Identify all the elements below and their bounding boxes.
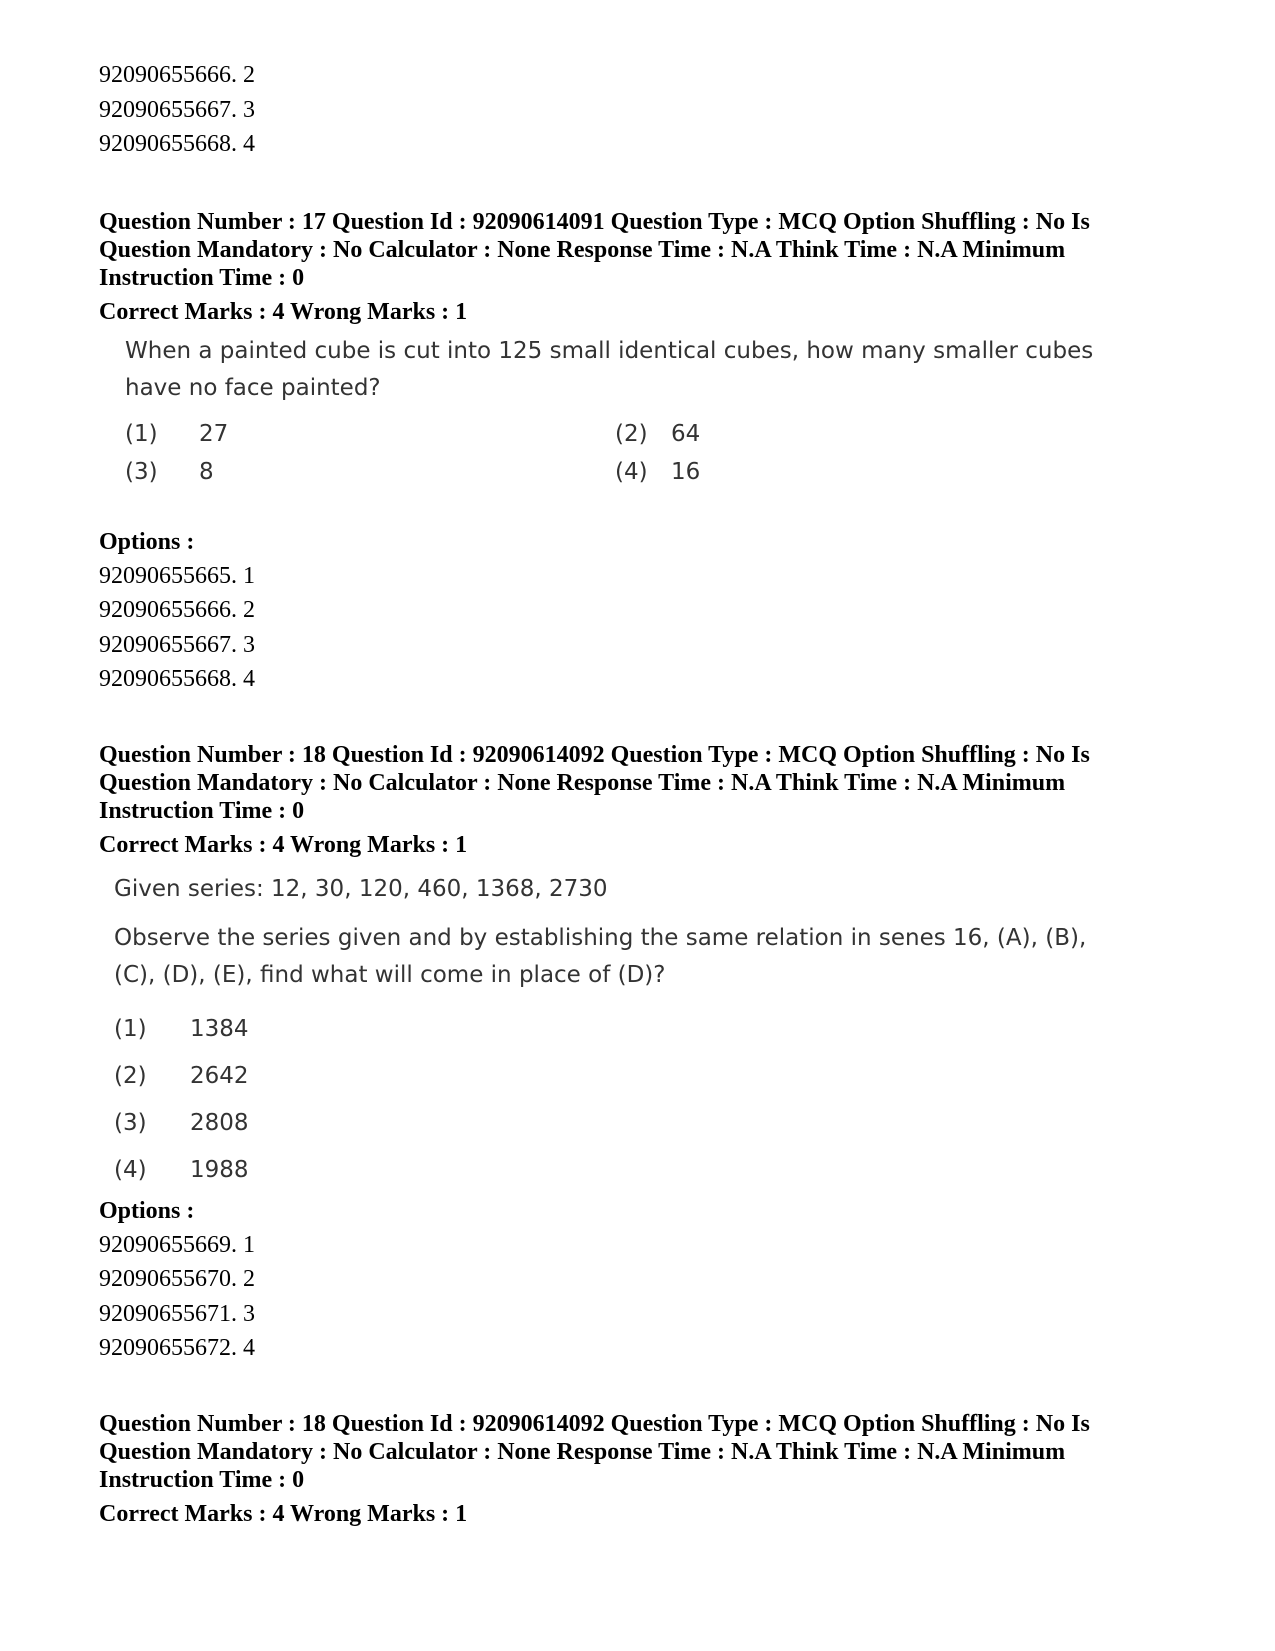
answer-choice: (1) 1384 [114, 1016, 249, 1042]
document-page [99, 58, 1179, 1529]
answer-choice: (4) 16 [615, 458, 701, 485]
question-18 [99, 741, 1179, 1366]
option-item: 92090655667. 3 [99, 631, 255, 658]
option-item: 92090655668. 4 [99, 666, 255, 692]
option-item: 92090655668. 4 [99, 131, 255, 157]
option-item: 92090655667. 3 [99, 96, 255, 123]
question-text: Observe the series given and by establishing the same relation in senes 16, (A), (B), (C), (D), (E), find what will come in place of (D)? [114, 924, 1087, 988]
answer-choice: (2) 2642 [114, 1063, 249, 1089]
answer-choices [125, 421, 1125, 485]
answer-choice: (3) 8 [125, 458, 214, 485]
question-image [125, 333, 1125, 485]
option-item: 92090655669. 1 [99, 1231, 255, 1258]
option-item: 92090655665. 1 [99, 562, 255, 589]
question-image [114, 876, 1124, 1194]
question-header: Question Number : 18 Question Id : 92090614092 Question Type : MCQ Option Shuffling : No Is Question Mandatory : No Calculator : None Response Time : N.A Think Time : N.A Minimum Instruction Time : 0 [99, 1410, 1090, 1493]
option-item: 92090655666. 2 [99, 62, 255, 88]
options-title: Options : [99, 1197, 195, 1224]
question-marks: Correct Marks : 4 Wrong Marks : 1 [99, 831, 468, 858]
answer-choices [114, 1006, 1124, 1194]
answer-choice: (1) 27 [125, 420, 229, 447]
option-item: 92090655672. 4 [99, 1335, 255, 1361]
top-options-list [99, 58, 1179, 162]
question-text: When a painted cube is cut into 125 small identical cubes, how many smaller cubes have no face painted? [125, 337, 1094, 401]
question-marks: Correct Marks : 4 Wrong Marks : 1 [99, 1500, 468, 1527]
question-series: Given series: 12, 30, 120, 460, 1368, 2730 [114, 875, 608, 902]
question-17 [99, 208, 1179, 697]
answer-choice: (3) 2808 [114, 1110, 249, 1136]
question-18-repeat [99, 1410, 1179, 1529]
option-item: 92090655666. 2 [99, 597, 255, 623]
options-title: Options : [99, 528, 195, 555]
question-marks: Correct Marks : 4 Wrong Marks : 1 [99, 298, 468, 325]
option-item: 92090655670. 2 [99, 1266, 255, 1292]
question-header: Question Number : 18 Question Id : 92090614092 Question Type : MCQ Option Shuffling : No Is Question Mandatory : No Calculator : None Response Time : N.A Think Time : N.A Minimum Instruction Time : 0 [99, 741, 1090, 824]
answer-choice: (2) 64 [615, 420, 701, 447]
question-header: Question Number : 17 Question Id : 92090614091 Question Type : MCQ Option Shuffling : No Is Question Mandatory : No Calculator : None Response Time : N.A Think Time : N.A Minimum Instruction Time : 0 [99, 208, 1090, 291]
answer-choice: (4) 1988 [114, 1157, 249, 1183]
option-item: 92090655671. 3 [99, 1300, 255, 1327]
